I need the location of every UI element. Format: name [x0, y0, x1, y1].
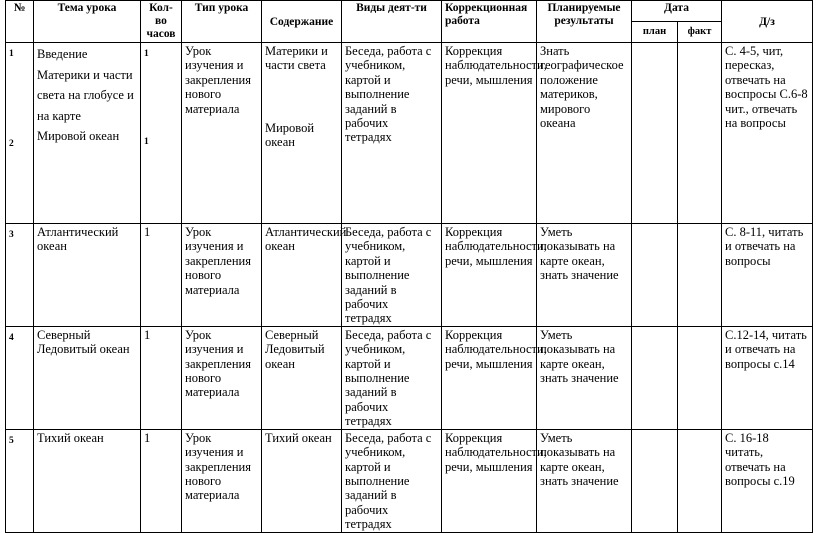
- activity-cell: Беседа, работа с учебником, картой и выполнение заданий в рабочих тетрадях: [342, 224, 442, 327]
- date-fact-cell: [678, 326, 722, 429]
- content-cell: Атлантический океан: [262, 224, 342, 327]
- topic-text-second: Мировой океан: [37, 129, 120, 143]
- correction-cell: Коррекция наблюдательности, речи, мышления: [442, 326, 537, 429]
- content-text: Материки и части света: [265, 44, 328, 73]
- lesson-type-cell: Урок изучения и закрепления нового материала: [182, 326, 262, 429]
- header-lesson-type: Тип урока: [182, 1, 262, 43]
- header-content: Содержание: [262, 1, 342, 43]
- row-number: 5: [9, 435, 14, 446]
- hours-value-second: 1: [144, 137, 149, 148]
- header-date-fact: факт: [678, 22, 722, 43]
- header-correction: Коррекционная работа: [442, 1, 537, 43]
- topic-cell: [34, 43, 141, 224]
- homework-cell: С. 8-11, читать и отвечать на вопросы: [722, 224, 813, 327]
- row-number: 4: [9, 332, 14, 343]
- hours-value: 1: [144, 49, 149, 59]
- content-cell: [262, 43, 342, 224]
- header-results: Планируемые результаты: [537, 1, 632, 43]
- correction-cell: Коррекция наблюдательности, речи, мышления: [442, 429, 537, 532]
- lesson-type-cell: Урок изучения и закрепления нового материала: [182, 429, 262, 532]
- header-topic: Тема урока: [34, 1, 141, 43]
- correction-cell: Коррекция наблюдательности, речи, мышления: [442, 43, 537, 224]
- row-number-cell: [6, 43, 34, 224]
- table-row: [6, 224, 813, 327]
- table-row: [6, 429, 813, 532]
- header-date: Дата: [632, 1, 722, 22]
- results-cell: Знать географическое положение материков, мирового океана: [537, 43, 632, 224]
- activity-cell: Беседа, работа с учебником, картой и выполнение заданий в рабочих тетрадях: [342, 326, 442, 429]
- header-date-plan: план: [632, 22, 678, 43]
- date-fact-cell: [678, 224, 722, 327]
- row-number: 3: [9, 230, 14, 240]
- row-number-cell: [6, 429, 34, 532]
- content-cell: Тихий океан: [262, 429, 342, 532]
- homework-cell: С.12-14, читать и отвечать на вопросы с.14: [722, 326, 813, 429]
- topic-cell: Северный Ледовитый океан: [34, 326, 141, 429]
- content-text-second: Мировой океан: [265, 120, 315, 150]
- results-cell: Уметь показывать на карте океан, знать значение: [537, 429, 632, 532]
- content-cell: Северный Ледовитый океан: [262, 326, 342, 429]
- date-fact-cell: [678, 429, 722, 532]
- results-cell: Уметь показывать на карте океан, знать значение: [537, 224, 632, 327]
- table-row: [6, 43, 813, 224]
- row-number-cell: [6, 326, 34, 429]
- header-number: №: [6, 1, 34, 43]
- activity-cell: Беседа, работа с учебником, картой и выполнение заданий в рабочих тетрадях: [342, 429, 442, 532]
- lesson-type-cell: Урок изучения и закрепления нового материала: [182, 224, 262, 327]
- header-hours: Кол-во часов: [141, 1, 182, 43]
- lesson-plan-table: [5, 0, 813, 533]
- hours-cell: 1: [141, 224, 182, 327]
- date-plan-cell: [632, 43, 678, 224]
- date-fact-cell: [678, 43, 722, 224]
- date-plan-cell: [632, 326, 678, 429]
- hours-cell: 1: [141, 326, 182, 429]
- lesson-type-cell: Урок изучения и закрепления нового материала: [182, 43, 262, 224]
- table-row: [6, 326, 813, 429]
- topic-cell: Атлантический океан: [34, 224, 141, 327]
- correction-cell: Коррекция наблюдательности, речи, мышления: [442, 224, 537, 327]
- header-activity: Виды деят-ти: [342, 1, 442, 43]
- date-plan-cell: [632, 224, 678, 327]
- homework-cell: С. 16-18 читать, отвечать на вопросы с.19: [722, 429, 813, 532]
- topic-text: Введение Материки и части света на глобусе и на карте: [37, 47, 134, 123]
- date-plan-cell: [632, 429, 678, 532]
- activity-cell: Беседа, работа с учебником, картой и выполнение заданий в рабочих тетрадях: [342, 43, 442, 224]
- hours-cell: 1: [141, 429, 182, 532]
- row-number: 1: [9, 49, 14, 59]
- row-number-cell: [6, 224, 34, 327]
- homework-cell: С. 4-5, чит, пересказ, отвечать на воспросы С.6-8 чит., отвечать на вопросы: [722, 43, 813, 224]
- topic-cell: Тихий океан: [34, 429, 141, 532]
- row-number-second: 2: [9, 139, 14, 150]
- hours-cell: [141, 43, 182, 224]
- header-homework: Д/з: [722, 1, 813, 43]
- results-cell: Уметь показывать на карте океан, знать значение: [537, 326, 632, 429]
